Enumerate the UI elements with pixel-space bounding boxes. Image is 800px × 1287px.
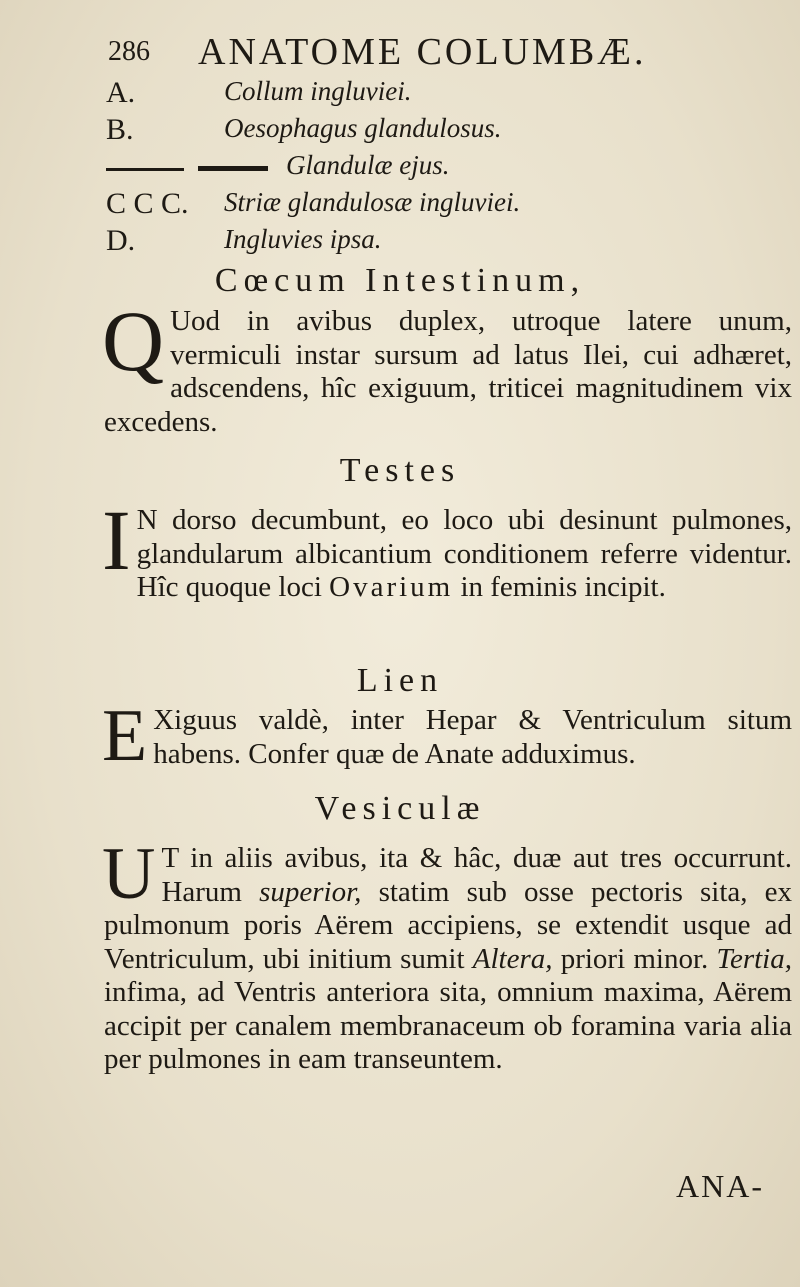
section-heading: Testes xyxy=(339,452,461,489)
legend-item xyxy=(106,76,726,113)
legend-dash xyxy=(106,168,184,171)
paragraph-text: Uod in avibus duplex, utroque latere unum, vermiculi instar sursum ad latus Ilei, cui adhæret, adscendens, hîc exiguum, triticei magnitudinem vix excedens. xyxy=(104,305,792,438)
drop-cap: Q xyxy=(102,293,165,389)
paragraph-text: in feminis incipit. xyxy=(453,571,666,603)
legend-item xyxy=(106,113,726,150)
legend-item xyxy=(106,187,726,224)
legend-item xyxy=(106,150,726,187)
section-heading: Vesiculæ xyxy=(314,790,486,827)
running-title: ANATOME COLUMBÆ. xyxy=(198,31,647,73)
legend-text: Glandulæ ejus. xyxy=(286,150,450,180)
paragraph-text: Xiguus valdè, inter Hepar & Ventriculum situm habens. Confer quæ de Anate adduximus. xyxy=(153,704,792,770)
section-paragraph xyxy=(102,293,792,439)
paragraph-text: infima, ad Ventris anteriora sita, omnium maxima, Aërem accipit per canalem membranaceum ob foramina varia alia per pulmones in eam transeuntem. xyxy=(104,976,792,1075)
legend-text: Striæ glandulosæ ingluviei. xyxy=(224,187,521,217)
section-heading: Lien xyxy=(356,662,444,699)
drop-cap: U xyxy=(102,833,156,915)
italic-term: Tertia, xyxy=(716,942,792,975)
drop-cap: E xyxy=(102,695,148,777)
legend-item xyxy=(106,224,726,261)
section-paragraph xyxy=(102,695,792,777)
paragraph-text: statim sub osse pectoris sita, ex pulmonum poris Aërem accipiens, se extendit usque ad Ventriculum, ubi initium sumit xyxy=(104,875,792,975)
legend-key: D. xyxy=(106,224,136,257)
section-paragraph xyxy=(102,492,792,605)
legend-dash xyxy=(198,166,268,171)
figure-legend xyxy=(106,76,726,261)
paragraph-text: priori minor. xyxy=(552,942,717,975)
legend-text: Collum ingluviei. xyxy=(224,76,412,106)
paragraph-text: N dorso decumbunt, eo loco ubi desinunt pulmones, glandularum albicantium conditionem referre videntur. Hîc quoque loci xyxy=(136,504,792,603)
italic-term: superior, xyxy=(259,875,362,908)
legend-text: Oesophagus glandulosus. xyxy=(224,113,502,143)
legend-key: B. xyxy=(106,113,134,146)
catchword: ANA- xyxy=(676,1168,764,1204)
legend-key: C C C. xyxy=(106,187,189,220)
section-paragraph xyxy=(102,833,792,1077)
drop-cap: I xyxy=(102,492,131,588)
legend-key: A. xyxy=(106,76,136,109)
ovarium-term: Ovarium xyxy=(329,571,454,603)
running-header xyxy=(108,30,708,76)
legend-text: Ingluvies ipsa. xyxy=(224,224,382,254)
paragraph-text: T in aliis avibus, ita & hâc, duæ aut tres occurrunt. Harum xyxy=(161,842,792,908)
section-heading: Cœcum Intestinum, xyxy=(214,262,586,299)
page-number: 286 xyxy=(108,36,150,67)
italic-term: Altera, xyxy=(472,942,553,975)
